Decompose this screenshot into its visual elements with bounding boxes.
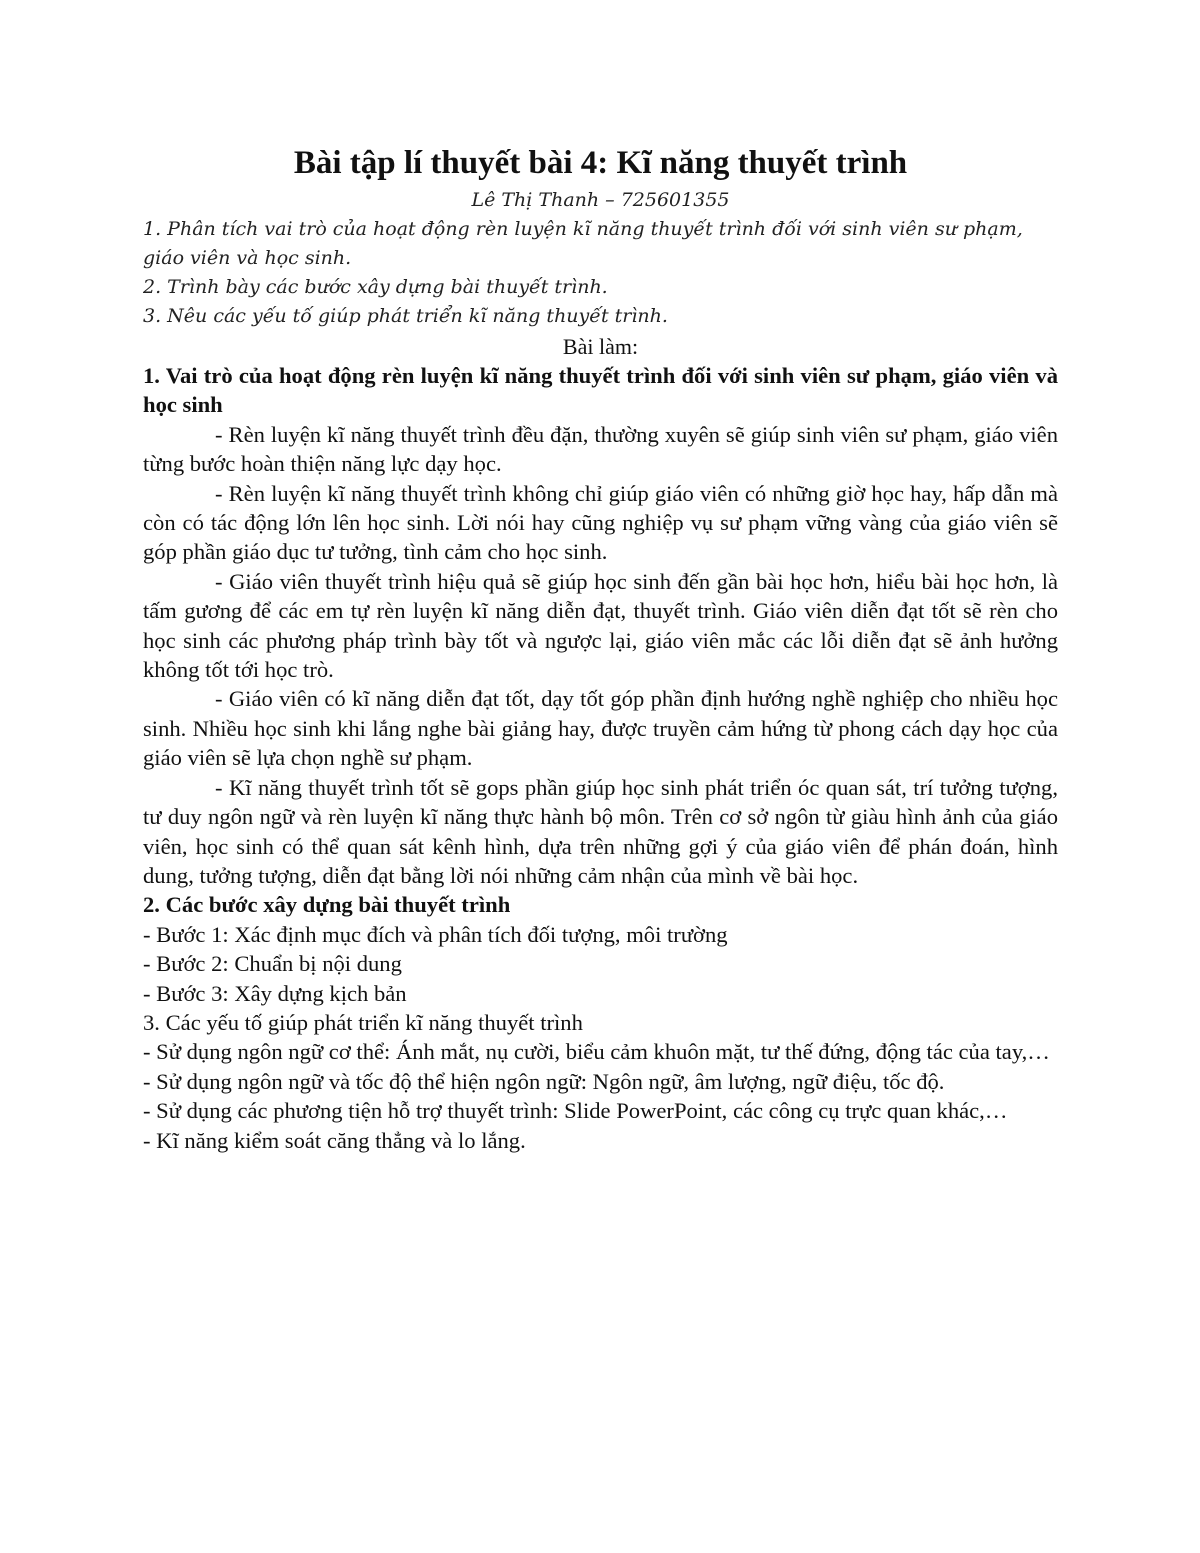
section-2-item: - Bước 2: Chuẩn bị nội dung	[143, 951, 402, 977]
question-item: 2. Trình bày các bước xây dựng bài thuyết trình.	[143, 276, 608, 298]
section-3-item: - Sử dụng các phương tiện hỗ trợ thuyết trình: Slide PowerPoint, các công cụ trực quan khác,…	[143, 1098, 1008, 1124]
section-3-item: - Sử dụng ngôn ngữ cơ thể: Ánh mắt, nụ cười, biểu cảm khuôn mặt, tư thế đứng, động tác của tay,…	[143, 1039, 1050, 1065]
section-3-item: - Sử dụng ngôn ngữ và tốc độ thể hiện ngôn ngữ: Ngôn ngữ, âm lượng, ngữ điệu, tốc độ.	[143, 1068, 945, 1094]
answer-label: Bài làm:	[562, 334, 639, 359]
section-2-item: - Bước 3: Xây dựng kịch bản	[143, 980, 407, 1006]
section-1-heading: 1. Vai trò của hoạt động rèn luyện kĩ năng thuyết trình đối với sinh viên sư phạm, giáo viên và học sinh	[143, 363, 1058, 418]
question-item: 3. Nêu các yếu tố giúp phát triển kĩ năng thuyết trình.	[143, 305, 668, 327]
section-1-paragraph: - Kĩ năng thuyết trình tốt sẽ gops phần giúp học sinh phát triển óc quan sát, trí tưởng tượng, tư duy ngôn ngữ và rèn luyện kĩ năng thực hành bộ môn. Trên cơ sở ngôn từ giàu hình ảnh của giáo viên, học sinh có thể quan sát kênh hình, dựa trên những gợi ý của giáo viên để phán đoán, hình dung, tưởng tượng, diễn đạt bằng lời nói những cảm nhận của mình về bài học.	[143, 774, 1058, 888]
section-3-heading: 3. Các yếu tố giúp phát triển kĩ năng thuyết trình	[143, 1009, 583, 1035]
question-list	[143, 215, 1058, 331]
author-line: Lê Thị Thanh – 725601355	[471, 189, 730, 211]
section-1-paragraph: - Rèn luyện kĩ năng thuyết trình đều đặn, thường xuyên sẽ giúp sinh viên sư phạm, giáo viên từng bước hoàn thiện năng lực dạy học.	[143, 421, 1058, 477]
section-1-paragraph: - Rèn luyện kĩ năng thuyết trình không chỉ giúp giáo viên có những giờ học hay, hấp dẫn mà còn có tác động lớn lên học sinh. Lời nói hay cũng nghiệp vụ sư phạm vững vàng của giáo viên sẽ góp phần giáo dục tư tưởng, tình cảm cho học sinh.	[143, 480, 1058, 565]
section-2-heading: 2. Các bước xây dựng bài thuyết trình	[143, 892, 511, 918]
document-page	[143, 140, 1058, 1155]
section-2-item: - Bước 1: Xác định mục đích và phân tích đối tượng, môi trường	[143, 921, 728, 947]
question-item: 1. Phân tích vai trò của hoạt động rèn luyện kĩ năng thuyết trình đối với sinh viên sư phạm, giáo viên và học sinh.	[143, 218, 1023, 269]
section-1-paragraph: - Giáo viên có kĩ năng diễn đạt tốt, dạy tốt góp phần định hướng nghề nghiệp cho nhiều học sinh. Nhiều học sinh khi lắng nghe bài giảng hay, được truyền cảm hứng từ phong cách dạy học của giáo viên sẽ lựa chọn nghề sư phạm.	[143, 686, 1058, 771]
section-3-item: - Kĩ năng kiểm soát căng thẳng và lo lắng.	[143, 1127, 526, 1153]
answer-body	[143, 361, 1058, 1155]
section-1-paragraph: - Giáo viên thuyết trình hiệu quả sẽ giúp học sinh đến gần bài học hơn, hiểu bài học hơn, là tấm gương để các em tự rèn luyện kĩ năng diễn đạt, thuyết trình. Giáo viên diễn đạt tốt sẽ rèn cho học sinh các phương pháp trình bày tốt và ngược lại, giáo viên mắc các lỗi diễn đạt sẽ ảnh hưởng không tốt tới học trò.	[143, 568, 1058, 683]
document-title: Bài tập lí thuyết bài 4: Kĩ năng thuyết trình	[293, 145, 908, 181]
